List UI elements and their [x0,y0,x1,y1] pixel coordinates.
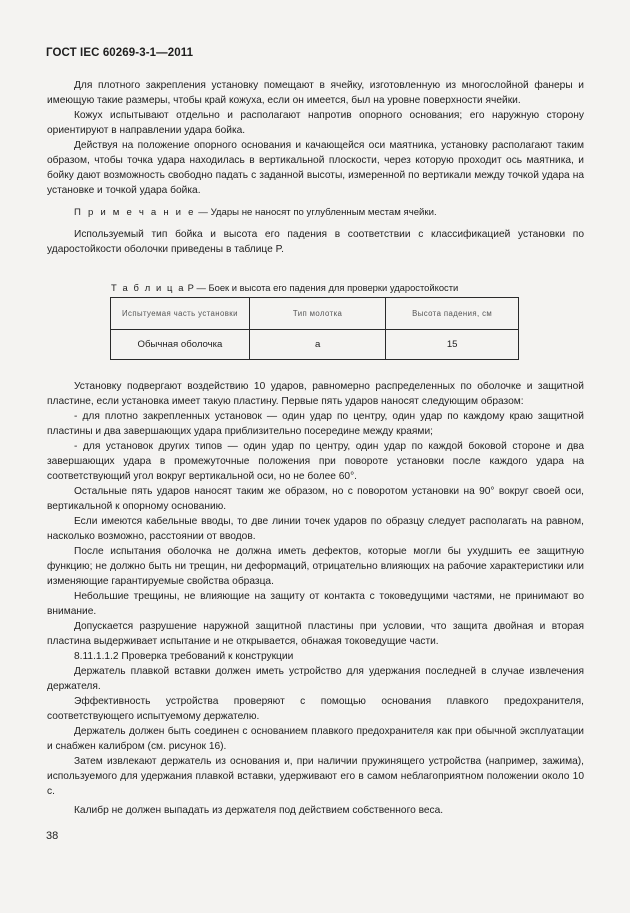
table-cell: Обычная оболочка [111,330,250,360]
paragraph: Держатель должен быть соединен с основанием плавкого предохранителя как при обычной эксплуатации и снабжен калибром (см. рисунок 16). [47,726,584,752]
paragraph: Калибр не должен выпадать из держателя под действием собственного веса. [74,805,444,816]
paragraph: Для плотного закрепления установку помещают в ячейку, изготовленную из многослойной фанеры и имеющую такие размеры, чтобы край кожуха, если он имеется, был на уровне поверхности ячейки. [47,80,584,106]
paragraph: Остальные пять ударов наносят таким же образом, но с поворотом установки на 90° вокруг своей оси, вертикальной к опорному основанию. [47,486,584,512]
paragraph: Кожух испытывают отдельно и располагают напротив опорного основания; его наружную сторону ориентируют в направлении удара бойка. [47,110,584,136]
note-label: П р и м е ч а н и е [74,207,196,218]
list-item: - для установок других типов — один удар по центру, один удар по каждой боковой стороне и два завершающих удара в промежуточные положения при повороте установки после каждого удара на соответствующий угол вокруг вертикальной оси, но не более 60°. [47,441,584,482]
paragraph: Затем извлекают держатель из основания и, при наличии пружинящего устройства (например, зажима), используемого для удержания плавкой вставки, удерживают его в самом неблагоприятном положении около 10 с. [47,756,584,797]
body-text-bottom [47,379,584,818]
paragraph: Эффективность устройства проверяют с помощью основания плавкого предохранителя, соответствующего испытуемому держателю. [47,696,584,722]
table-header-cell: Высота падения, см [386,298,519,330]
table-cell: а [249,330,385,360]
paragraph: Допускается разрушение наружной защитной пластины при условии, что защита двойная и вторая пластина выдерживает испытание и не открывается, обнажая токоведущие части. [47,621,584,647]
table-caption-text: Р — Боек и высота его падения для проверки ударостойкости [185,282,459,293]
list-item: - для плотно закрепленных установок — один удар по центру, один удар по каждому краю защитной пластины и два завершающих удара приблизительно посередине между краями; [47,411,584,437]
table-row [111,330,519,360]
paragraph: Держатель плавкой вставки должен иметь устройство для удержания последней в случае извлечения держателя. [47,666,584,692]
paragraph: После испытания оболочка не должна иметь дефектов, которые могли бы ухудшить ее защитную функцию; не должно быть ни трещин, ни деформаций, отрицательно влияющих на рабочие характеристики или изменяющие гарантируемые свойства образца. [47,546,584,587]
paragraph: Действуя на положение опорного основания и качающейся оси маятника, установку располагают таким образом, чтобы точка удара находилась в вертикальной плоскости, через которую проходит ось маятника, и бойку дают возможность свободно падать с заданной высоты, измеренной по вертикали между точкой удара на установке и точкой удара бойка. [47,140,584,196]
table-caption-label: Т а б л и ц а [111,282,186,293]
impact-table [110,297,519,360]
note [47,205,584,220]
paragraph: Небольшие трещины, не влияющие на защиту от контакта с токоведущими частями, не принимают во внимание. [47,591,584,617]
standard-header: ГОСТ IEC 60269-3-1—2011 [46,47,194,59]
paragraph: Установку подвергают воздействию 10 ударов, равномерно распределенных по оболочке и защитной пластине, если установка имеет такую пластину. Первые пять ударов наносят следующим образом: [47,381,584,407]
table-header-row [111,298,519,330]
table-caption [111,282,458,293]
table-header-cell: Тип молотка [249,298,385,330]
page-number: 38 [46,830,59,842]
table-cell: 15 [386,330,519,360]
table-header-cell: Испытуемая часть установки [111,298,250,330]
note-text: — Удары не наносят по углубленным местам ячейки. [195,207,437,218]
paragraph: Если имеются кабельные вводы, то две линии точек ударов по образцу следует располагать на равном, насколько возможно, расстоянии от вводов. [47,516,584,542]
body-text-top [47,78,584,257]
section-heading: 8.11.1.1.2 Проверка требований к конструкции [74,651,294,662]
paragraph: Используемый тип бойка и высота его падения в соответствии с классификацией установки по ударостойкости оболочки приведены в таблице P. [47,229,584,255]
